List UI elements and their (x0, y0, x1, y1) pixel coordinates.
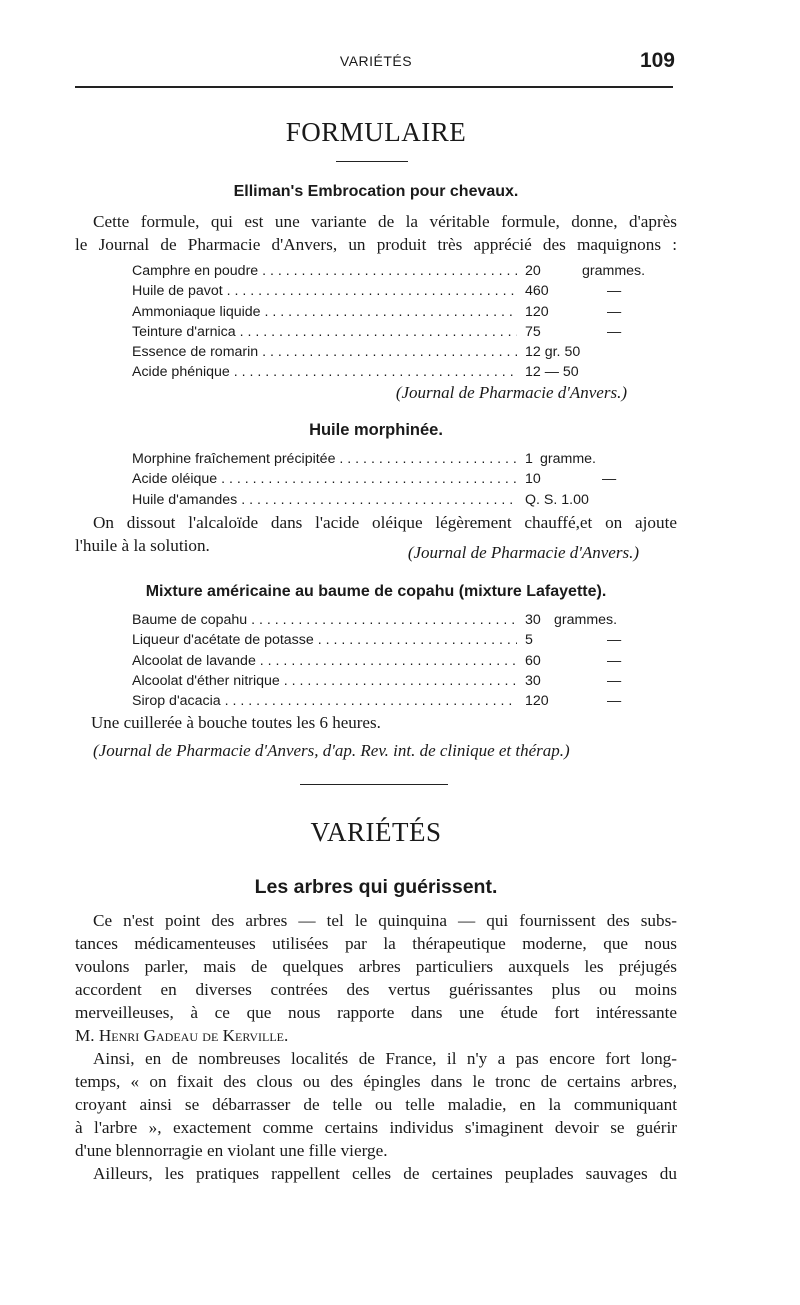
mixture-heading: Mixture américaine au baume de copahu (mixture Lafayette). (145, 583, 607, 600)
elliman-formula (132, 263, 646, 385)
ingredient-name: Liqueur d'acétate de potasse . . . (132, 632, 517, 648)
ingredient-qty: 1 (525, 451, 537, 467)
formula-row (132, 693, 632, 713)
ingredient-qty: Q. S. 1.00 (525, 492, 593, 508)
paragraph-line: croyant ainsi se débarrasser de telle ou telle maladie, en la communiquant (75, 1095, 677, 1114)
ingredient-qty: 12 — 50 (525, 364, 583, 380)
ingredient-name: Acide oléique . . . (132, 471, 517, 487)
ingredient-name: Acide phénique . . . (132, 364, 517, 380)
huile-text-line: l'huile à la solution. (75, 536, 210, 555)
paragraph-line: accordent en diverses contrées des vertus guérissantes plus ou moins (75, 980, 677, 999)
formula-row (132, 471, 632, 491)
ingredient-name: Huile de pavot . . . (132, 283, 517, 299)
ingredient-name: Camphre en poudre . . . (132, 263, 517, 279)
elliman-intro (75, 210, 677, 256)
ingredient-qty: 30 (525, 673, 545, 689)
ingredient-name: Alcoolat d'éther nitrique . . . (132, 673, 517, 689)
ingredient-qty: 460 (525, 283, 553, 299)
paragraph-line: d'une blennorragie en violant une fille vierge. (75, 1141, 388, 1160)
huile-formula (132, 451, 632, 512)
ingredient-name: Alcoolat de lavande . . . (132, 653, 517, 669)
ingredient-unit: grammes. (554, 612, 618, 628)
formula-row (132, 263, 646, 283)
ingredient-unit: — (607, 672, 622, 689)
ingredient-name: Morphine fraîchement précipitée . . . (132, 451, 517, 467)
formula-row (132, 304, 632, 324)
ingredient-qty: 20 (525, 263, 545, 279)
formula-row (132, 364, 632, 384)
title-rule (336, 161, 408, 162)
ingredient-qty: 120 (525, 304, 553, 320)
article-paragraph-3 (75, 1162, 677, 1185)
ingredient-qty: 60 (525, 653, 545, 669)
ingredient-unit: — (607, 632, 622, 649)
ingredient-unit: — (607, 283, 622, 300)
paragraph-line: Ailleurs, les pratiques rappellent celles de certaines peuplades sauvages du (93, 1164, 677, 1183)
paragraph-line: tances médicamenteuses utilisées par la thérapeutique moderne, que nous (75, 934, 677, 953)
ingredient-name: Ammoniaque liquide . . . (132, 304, 517, 320)
elliman-intro-line: Cette formule, qui est une variante de la véritable formule, donne, d'après (93, 212, 677, 231)
article-title: Les arbres qui guérissent. (254, 876, 498, 898)
ingredient-name: Sirop d'acacia . . . (132, 693, 517, 709)
running-title: VARIÉTÉS (339, 53, 413, 69)
huile-heading: Huile morphinée. (309, 421, 443, 439)
article-paragraph-1 (75, 909, 677, 1047)
formula-row (132, 324, 632, 344)
mixture-dosage: Une cuillerée à bouche toutes les 6 heures. (91, 713, 381, 732)
formula-row (132, 344, 632, 364)
ingredient-name: Teinture d'arnica . . . (132, 324, 517, 340)
formula-row (132, 653, 632, 673)
ingredient-qty: 10 (525, 471, 545, 487)
ingredient-qty: 30 (525, 612, 545, 628)
paragraph-line: à l'arbre », exactement comme certains individus s'imaginent devoir se guérir (75, 1118, 677, 1137)
ingredient-unit: — (602, 471, 617, 488)
paragraph-line: voulons parler, mais de quelques arbres particuliers auxquels les préjugés (75, 957, 677, 976)
article-paragraph-2 (75, 1047, 677, 1162)
formula-row (132, 673, 632, 693)
elliman-source: (Journal de Pharmacie d'Anvers.) (395, 383, 627, 402)
section-title-varietes: VARIÉTÉS (310, 817, 442, 847)
ingredient-unit: — (607, 303, 622, 320)
running-header (75, 49, 677, 77)
paragraph-line: temps, « on fixait des clous ou des épingles dans le tronc de certains arbres, (75, 1072, 677, 1091)
ingredient-name: Essence de romarin . . . (132, 344, 517, 360)
ingredient-unit: grammes. (582, 263, 646, 279)
ingredient-unit: gramme. (540, 451, 596, 467)
ingredient-qty: 5 (525, 632, 537, 648)
ingredient-qty: 75 (525, 324, 545, 340)
paragraph-line: M. Henri Gadeau de Kerville. (75, 1026, 289, 1045)
ingredient-unit: — (607, 323, 622, 340)
huile-text-line: On dissout l'alcaloïde dans l'acide oléique légèrement chauffé,et on ajoute (93, 513, 677, 532)
ingredient-unit: — (607, 693, 622, 710)
ingredient-name: Huile d'amandes . . . (132, 492, 517, 508)
ingredient-qty: 120 (525, 693, 553, 709)
elliman-heading: Elliman's Embrocation pour chevaux. (233, 183, 519, 200)
section-separator (300, 784, 448, 785)
formula-row (132, 612, 632, 632)
mixture-formula (132, 612, 632, 713)
section-title-formulaire: FORMULAIRE (285, 117, 467, 147)
huile-source: (Journal de Pharmacie d'Anvers.) (407, 543, 639, 562)
ingredient-qty: 12 gr. 50 (525, 344, 584, 360)
page-number: 109 (639, 49, 675, 72)
formula-row (132, 283, 632, 303)
paragraph-line: merveilleuses, à ce que nous rapporte dans une étude fort intéressante (75, 1003, 677, 1022)
ingredient-unit: — (607, 652, 622, 669)
mixture-source: (Journal de Pharmacie d'Anvers, d'ap. Rev. int. de clinique et thérap.) (93, 741, 570, 760)
formula-row (132, 451, 632, 471)
elliman-intro-line: le Journal de Pharmacie d'Anvers, un produit très apprécié des maquignons : (75, 235, 677, 254)
paragraph-line: Ainsi, en de nombreuses localités de France, il n'y a pas encore fort long- (93, 1049, 677, 1068)
ingredient-name: Baume de copahu . . . (132, 612, 517, 628)
paragraph-line: Ce n'est point des arbres — tel le quinquina — qui fournissent des subs- (93, 911, 677, 930)
header-rule (75, 86, 673, 88)
formula-row (132, 492, 632, 512)
formula-row (132, 632, 632, 652)
